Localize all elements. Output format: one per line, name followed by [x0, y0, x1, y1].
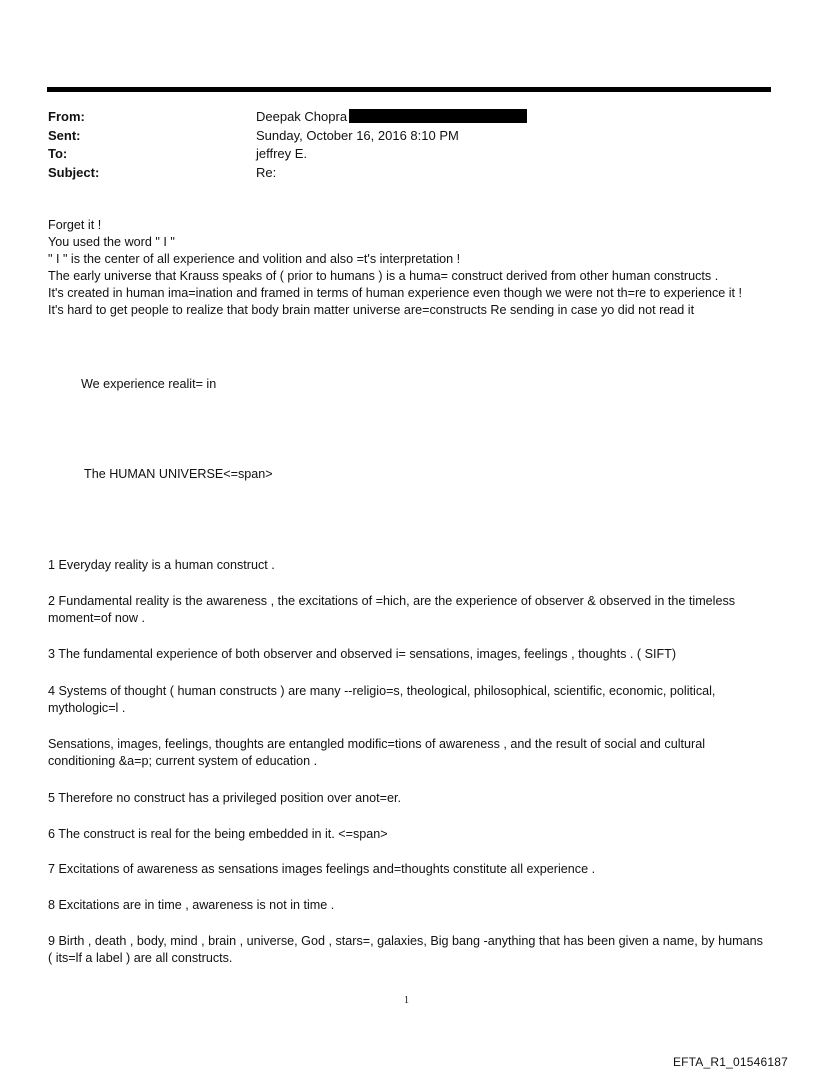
subject-value: Re: — [256, 164, 277, 180]
to-label: To: — [48, 146, 68, 161]
from-name: Deepak Chopra — [256, 109, 348, 124]
from-value — [256, 108, 527, 126]
to-value: jeffrey E. — [256, 146, 308, 161]
sent-value: Sunday, October 16, 2016 8:10 PM — [256, 127, 459, 143]
list-item: 7 Excitations of awareness as sensations images feelings and=thoughts constitute all experience . — [48, 862, 596, 876]
subject-label: Subject: — [48, 164, 100, 180]
body-line: You used the word " I " — [48, 235, 175, 249]
document-id: EFTA_R1_01546187 — [672, 1055, 788, 1069]
body-line: " I " is the center of all experience and volition and also =t's interpretation ! — [48, 252, 461, 266]
header-rule — [47, 87, 771, 92]
list-item: 5 Therefore no construct has a privileged position over anot=er. — [48, 791, 401, 805]
body-line: The early universe that Krauss speaks of ( prior to humans ) is a huma= construct derived from other human constructs . — [48, 269, 719, 283]
list-item: 1 Everyday reality is a human construct . — [48, 558, 275, 572]
email-body — [48, 217, 770, 319]
sent-label: Sent: — [48, 127, 81, 143]
from-label: From: — [48, 109, 85, 124]
redaction-bar — [349, 109, 527, 123]
list-item: Sensations, images, feelings, thoughts are entangled modific=tions of awareness , and the result of social and cultural conditioning &a=p; current system of education . — [48, 737, 706, 768]
list-item: 6 The construct is real for the being embedded in it. <=span> — [48, 827, 388, 841]
list-item: 3 The fundamental experience of both observer and observed i= sensations, images, feelings , thoughts . ( SIFT) — [48, 647, 677, 661]
body-line: It's created in human ima=ination and framed in terms of human experience even though we were not th=re to experience it ! — [48, 286, 743, 300]
quote-line: We experience realit= in — [81, 377, 217, 391]
list-item: 4 Systems of thought ( human constructs ) are many --religio=s, theological, philosophical, scientific, economic, political, mythologic=l . — [48, 684, 716, 715]
body-line: It's hard to get people to realize that body brain matter universe are=constructs Re sending in case yo did not read it — [48, 303, 695, 317]
body-line: Forget it ! — [48, 218, 102, 232]
list-item: 9 Birth , death , body, mind , brain , universe, God , stars=, galaxies, Big bang -anything that has been given a name, by humans ( its=lf a label ) are all constructs. — [48, 934, 763, 965]
list-item: 8 Excitations are in time , awareness is not in time . — [48, 898, 335, 912]
list-item: 2 Fundamental reality is the awareness , the excitations of =hich, are the experience of observer & observed in the timeless moment=of now . — [48, 594, 736, 625]
page-number: 1 — [404, 995, 409, 1006]
title-line: The HUMAN UNIVERSE<=span> — [84, 467, 273, 481]
